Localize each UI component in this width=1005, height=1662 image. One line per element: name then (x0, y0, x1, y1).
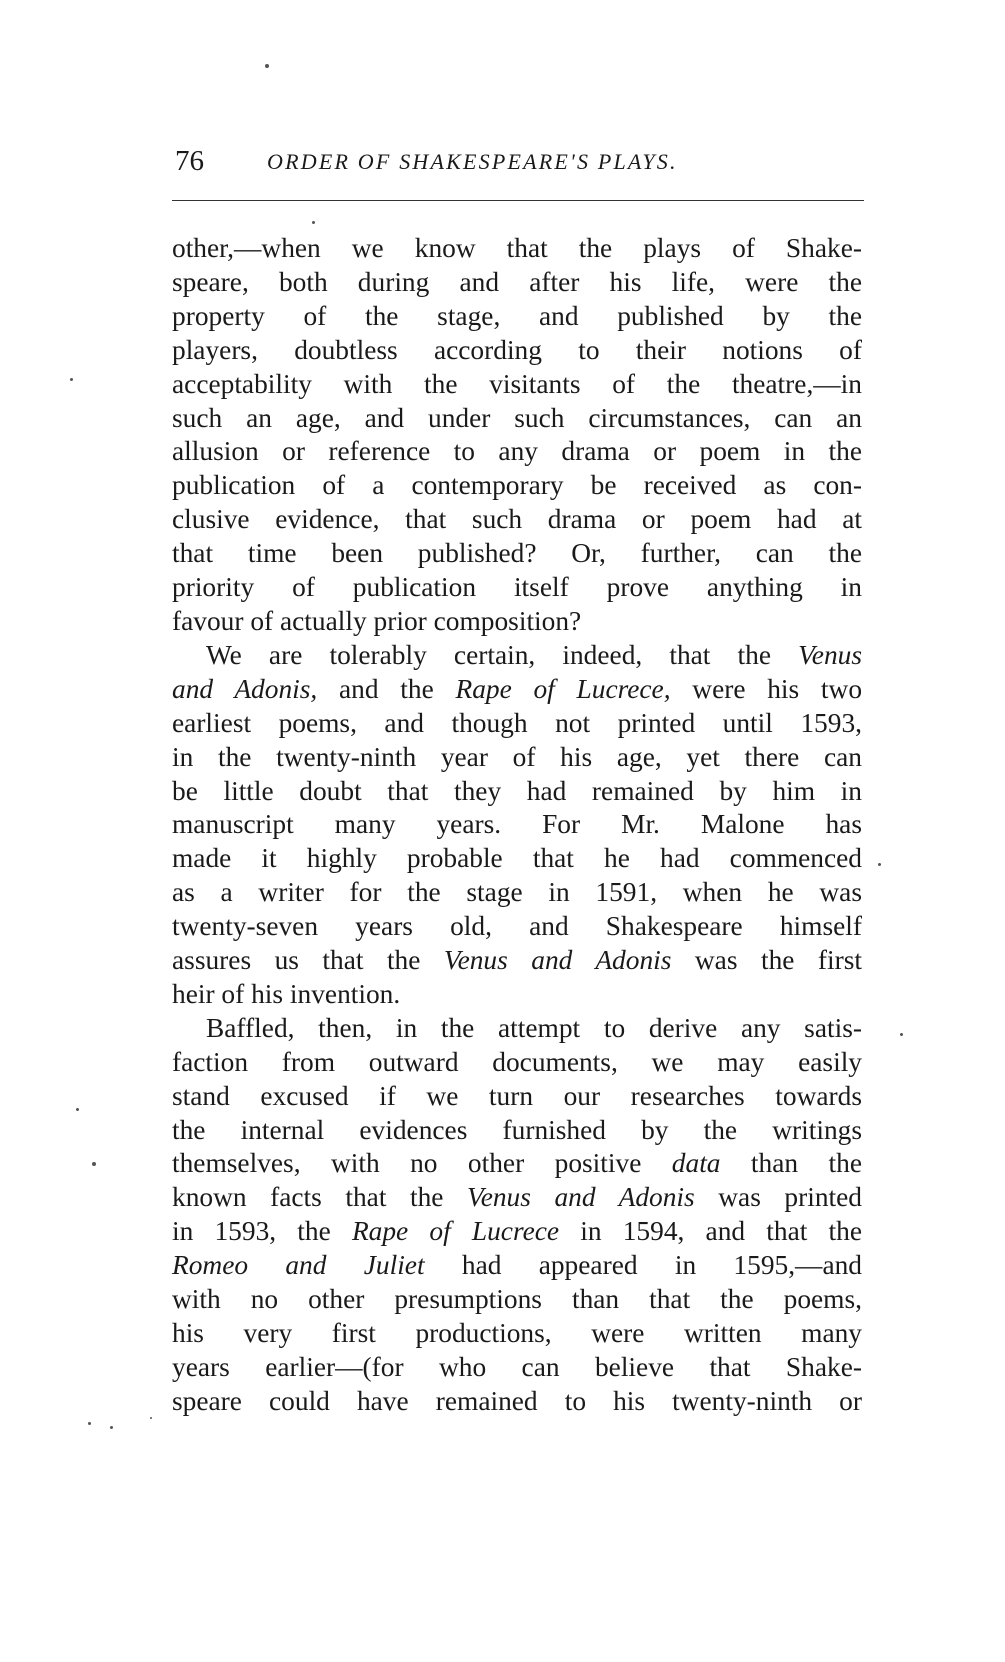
italic-title: Venus and Adonis (467, 1182, 695, 1213)
text-line: twenty-seven years old, and Shakespeare himself (172, 911, 862, 942)
text-line (172, 1215, 862, 1249)
scan-speck (900, 1033, 903, 1036)
scan-speck (92, 1162, 96, 1166)
scan-speck (70, 378, 73, 381)
scan-speck (76, 1108, 79, 1111)
text-line: allusion or reference to any drama or poem in the (172, 436, 862, 467)
text-line: with no other presumptions than that the poems, (172, 1284, 862, 1315)
paragraph-2 (172, 639, 862, 1012)
text-line: clusive evidence, that such drama or poem had at (172, 504, 862, 535)
text-line: heir of his invention. (172, 978, 401, 1009)
text-line: made it highly probable that he had commenced (172, 843, 862, 874)
running-title: ORDER OF SHAKESPEARE'S PLAYS. (267, 149, 678, 174)
italic-title: Romeo and Juliet (172, 1250, 425, 1281)
text-run: was the first (671, 945, 863, 976)
scan-speck (878, 863, 881, 866)
italic-word: data (671, 1148, 721, 1179)
italic-title: Rape of Lucrece, (455, 673, 671, 704)
text-line: years earlier—(for who can believe that Shake- (172, 1351, 862, 1382)
text-line: earliest poems, and though not printed until 1593, (172, 707, 862, 738)
text-line: other,—when we know that the plays of Shake- (172, 233, 862, 263)
text-line: publication of a contemporary be received as con- (172, 470, 862, 501)
text-line: speare could have remained to his twenty-ninth or (172, 1385, 862, 1416)
text-line: Baffled, then, in the attempt to derive any satis- (206, 1012, 862, 1043)
text-line: that time been published? Or, further, can the (172, 538, 862, 569)
text-run: were his two (670, 673, 863, 704)
text-line: be little doubt that they had remained by him in (172, 775, 862, 806)
scan-speck (312, 221, 315, 224)
text-line (172, 673, 862, 707)
text-line (172, 1249, 862, 1283)
text-line (172, 1147, 862, 1181)
text-line: property of the stage, and published by the (172, 300, 862, 331)
italic-title: Venus and Adonis (443, 945, 672, 976)
text-line: as a writer for the stage in 1591, when he was (172, 877, 862, 908)
text-run: had appeared in 1595,—and (424, 1250, 862, 1281)
italic-title: Venus (798, 639, 862, 670)
italic-title: and Adonis, (172, 673, 318, 704)
page-number: 76 (175, 145, 204, 177)
body-text (172, 232, 862, 1419)
text-line: speare, both during and after his life, were the (172, 266, 862, 297)
text-run: themselves, with no other positive (172, 1148, 672, 1179)
text-line (172, 944, 862, 978)
text-run: than the (720, 1148, 862, 1179)
text-line: such an age, and under such circumstances, can an (172, 402, 862, 433)
text-line: priority of publication itself prove anything in (172, 572, 862, 603)
text-line: players, doubtless according to their notions of (172, 334, 862, 365)
text-line: in the twenty-ninth year of his age, yet there can (172, 741, 862, 772)
italic-title: Rape of Lucrece (351, 1216, 560, 1247)
text-run: assures us that the (172, 945, 444, 976)
text-line: his very first productions, were written many (172, 1318, 862, 1348)
text-run: We are tolerably certain, indeed, that the (206, 639, 799, 670)
text-line: manuscript many years. For Mr. Malone has (172, 809, 862, 840)
text-line: faction from outward documents, we may easily (172, 1046, 862, 1077)
page-header (175, 142, 865, 182)
text-line: stand excused if we turn our researches towards (172, 1080, 862, 1111)
header-rule (172, 200, 864, 201)
text-line (172, 639, 862, 673)
text-run: was printed (694, 1182, 862, 1213)
scan-speck (110, 1426, 113, 1429)
scan-speck (88, 1422, 91, 1425)
paragraph-3 (172, 1012, 862, 1419)
text-run: in 1594, and that the (559, 1216, 862, 1247)
text-line: acceptability with the visitants of the theatre,—in (172, 368, 862, 399)
scan-speck (150, 1417, 152, 1419)
text-line: favour of actually prior composition? (172, 605, 582, 636)
text-run: and the (317, 673, 456, 704)
text-run: in 1593, the (172, 1216, 352, 1247)
scan-speck (265, 64, 269, 68)
text-run: known facts that the (172, 1182, 468, 1213)
text-line (172, 1181, 862, 1215)
paragraph-1 (172, 232, 862, 639)
text-line: the internal evidences furnished by the writings (172, 1114, 862, 1145)
